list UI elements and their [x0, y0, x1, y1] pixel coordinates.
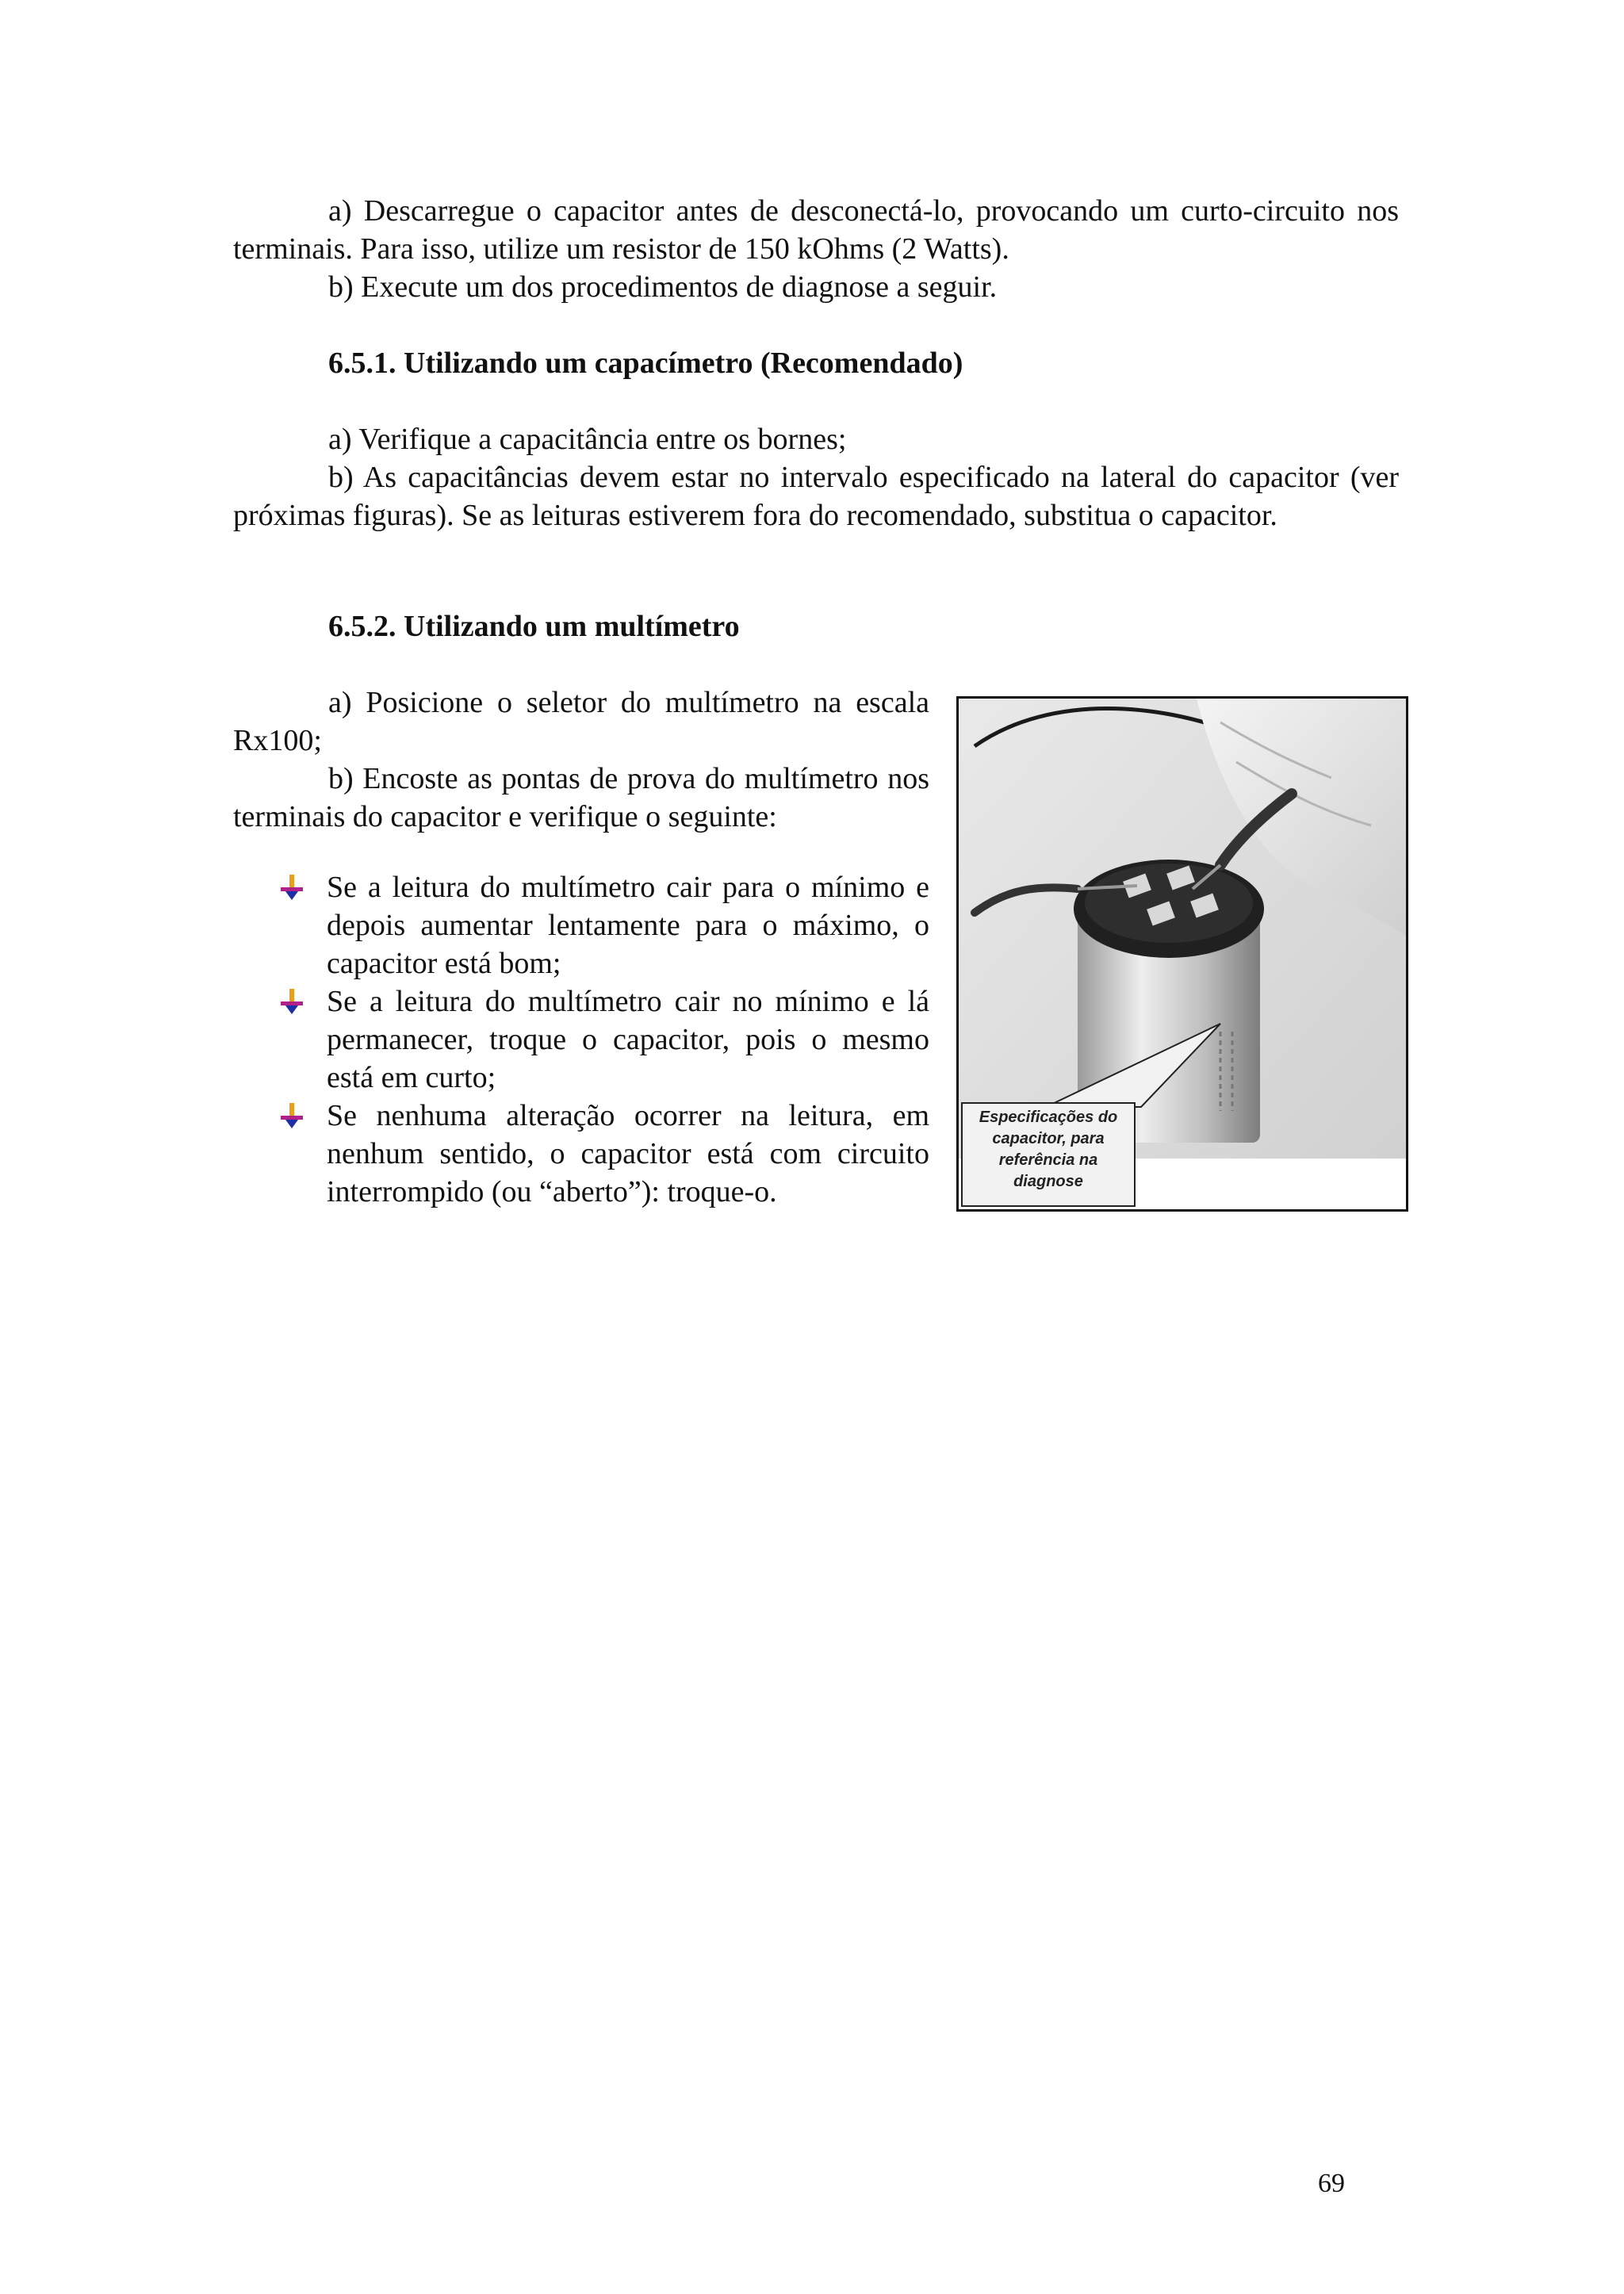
intro-step-b: b) Execute um dos procedimentos de diagnose a seguir. [328, 270, 998, 304]
list-item [270, 982, 929, 1097]
section-651-step-b: b) As capacitâncias devem estar no intervalo especificado na lateral do capacitor (ver próximas figuras). Se as leituras estiverem fora do recomendado, substitua o capacitor. [233, 461, 1399, 532]
section-652-step-a: a) Posicione o seletor do multímetro na escala Rx100; [233, 686, 929, 757]
arrow-down-bullet-icon [278, 987, 306, 1016]
section-652-heading: 6.5.2. Utilizando um multímetro [328, 610, 740, 643]
figure-callout [961, 1102, 1136, 1207]
list-item [270, 868, 929, 982]
callout-line: diagnose [1013, 1173, 1083, 1190]
bullet-text: Se nenhuma alteração ocorrer na leitura, em nenhum sentido, o capacitor está com circuito interrompido (ou “aberto”): troque-o. [327, 1099, 929, 1208]
capacitor-photo [956, 696, 1408, 1212]
arrow-down-bullet-icon [278, 1101, 306, 1130]
section-652-step-b: b) Encoste as pontas de prova do multímetro nos terminais do capacitor e verifique o seguinte: [233, 762, 929, 833]
arrow-down-bullet-icon [278, 873, 306, 902]
bullet-text: Se a leitura do multímetro cair para o mínimo e depois aumentar lentamente para o máximo, o capacitor está bom; [327, 871, 929, 980]
section-651-step-a: a) Verifique a capacitância entre os bornes; [328, 423, 847, 456]
callout-line: referência na [998, 1151, 1098, 1169]
section-651-heading: 6.5.1. Utilizando um capacímetro (Recomendado) [328, 347, 963, 380]
bullet-list [270, 868, 929, 1211]
list-item [270, 1097, 929, 1211]
intro-step-a: a) Descarregue o capacitor antes de desconectá-lo, provocando um curto-circuito nos terminais. Para isso, utilize um resistor de 150 kOhms (2 Watts). [233, 194, 1399, 266]
bullet-text: Se a leitura do multímetro cair no mínimo e lá permanecer, troque o capacitor, pois o mesmo está em curto; [327, 985, 929, 1094]
callout-line: capacitor, para [992, 1130, 1105, 1147]
callout-line: Especificações do [979, 1109, 1118, 1126]
page-number: 69 [1318, 2169, 1345, 2198]
